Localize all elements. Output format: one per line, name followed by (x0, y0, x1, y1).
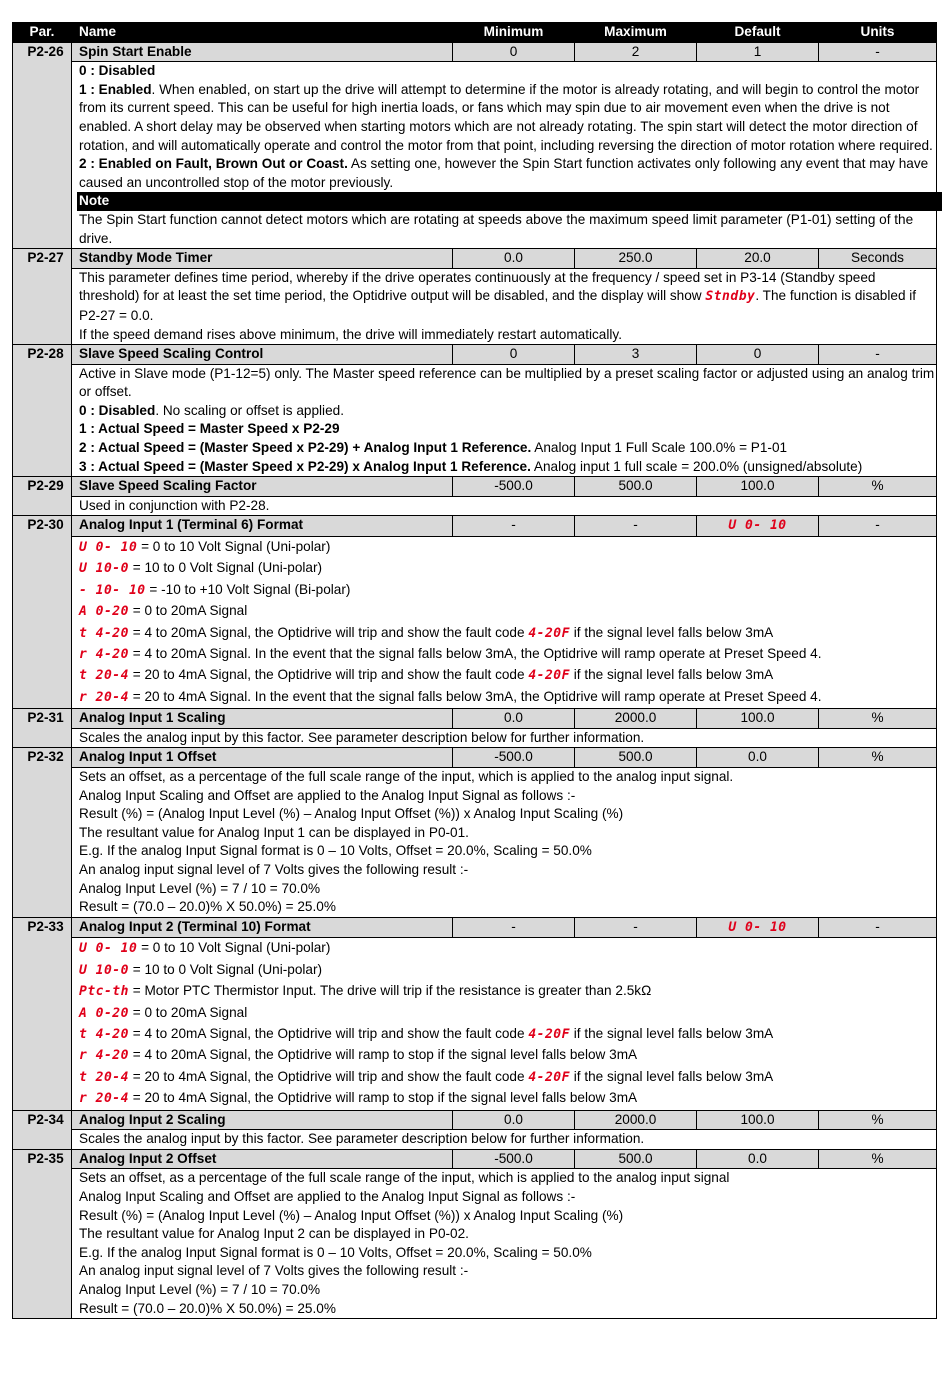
param-default: 0 (697, 345, 819, 365)
param-description (72, 62, 937, 249)
param-description (72, 496, 937, 516)
option-label: 3 : Actual Speed = (Master Speed x P2-29) x Analog Input 1 Reference. (79, 458, 531, 474)
param-row-p2-33 (13, 917, 937, 938)
format-option (79, 644, 936, 665)
param-id: P2-28 (13, 345, 72, 477)
desc-line: Active in Slave mode (P1-12=5) only. The Master speed reference can be multiplied by a preset scaling factor or adjusted using an analog trim or offset. (79, 365, 935, 400)
desc-line: Analog Input Level (%) = 7 / 10 = 70.0% (79, 880, 321, 896)
option-text: if the signal level falls below 3mA (569, 1068, 774, 1084)
header-maximum: Maximum (575, 23, 697, 43)
param-units: % (819, 1110, 937, 1130)
param-units: - (819, 345, 937, 365)
format-option (79, 537, 936, 558)
param-row-p2-27 (13, 249, 937, 269)
param-desc-row (13, 537, 937, 709)
option-line (79, 439, 936, 458)
desc-line: The resultant value for Analog Input 1 can be displayed in P0-01. (79, 824, 469, 840)
display-code: A 0-20 (79, 1005, 129, 1021)
param-row-p2-29 (13, 477, 937, 497)
param-desc-row (13, 62, 937, 249)
header-minimum: Minimum (453, 23, 575, 43)
desc-line: Analog Input Level (%) = 7 / 10 = 70.0% (79, 1282, 321, 1297)
param-desc-row (13, 728, 937, 748)
desc-line: Result = (70.0 – 20.0)% X 50.0%) = 25.0% (79, 1300, 336, 1316)
param-id: P2-26 (13, 42, 72, 249)
desc-line: Result = (70.0 – 20.0)% X 50.0%) = 25.0% (79, 899, 336, 915)
note-heading: Note (77, 192, 942, 211)
option-line (79, 81, 936, 155)
param-description (72, 364, 937, 477)
display-code: U 0- 10 (728, 919, 787, 935)
option-text: . No scaling or offset is applied. (155, 402, 344, 418)
param-id: P2-31 (13, 709, 72, 748)
format-option (79, 558, 936, 579)
table-header-row (13, 23, 937, 43)
format-option (79, 1045, 936, 1066)
param-name: Analog Input 2 Offset (72, 1149, 453, 1169)
param-name: Slave Speed Scaling Control (72, 345, 453, 365)
param-max: 2 (575, 42, 697, 62)
desc-line: Scales the analog input by this factor. See parameter description below for further information. (79, 729, 645, 745)
param-description (72, 1169, 937, 1319)
format-option (79, 601, 936, 622)
param-name: Analog Input 2 Scaling (72, 1110, 453, 1130)
display-code: U 10-0 (79, 561, 129, 577)
option-text: = 0 to 20mA Signal (128, 1004, 248, 1020)
header-par: Par. (13, 23, 72, 43)
option-text: . When enabled, on start up the drive will attempt to determine if the motor is already rotating, and will begin to control the motor from its current speed. This can be useful for high inertia loads, or fans which may spin due to air movement even when the drive is not enabled. A short delay may be observed when starting motors which are not already rotating. The spin start will detect the motor direction of rotation, and will automatically operate and control the motor from that point, including reversing the direction of motor rotation where required. (79, 81, 933, 153)
option-text: Analog Input 1 Full Scale 100.0% = P1-01 (531, 440, 788, 456)
option-text: = 0 to 10 Volt Signal (Uni-polar) (137, 940, 331, 956)
desc-line: E.g. If the analog Input Signal format is 0 – 10 Volts, Offset = 20.0%, Scaling = 50.0% (79, 843, 592, 859)
option-text: = 4 to 20mA Signal, the Optidrive will trip and show the fault code (128, 624, 529, 640)
param-units: % (819, 477, 937, 497)
format-option (79, 1067, 936, 1088)
option-text: As setting one, however the Spin Start function activates only following any event that may have caused an uncontrolled stop of the motor previously. (79, 156, 929, 190)
param-name: Analog Input 1 Scaling (72, 709, 453, 729)
option-line: 0 : Disabled (79, 63, 156, 79)
format-option (79, 981, 936, 1002)
format-option (79, 580, 936, 601)
param-name: Analog Input 2 (Terminal 10) Format (72, 917, 453, 938)
desc-line: E.g. If the analog Input Signal format is 0 – 10 Volts, Offset = 20.0%, Scaling = 50.0% (79, 1244, 592, 1260)
option-text: = Motor PTC Thermistor Input. The drive will trip if the resistance is greater than 2.5kΩ (128, 983, 652, 999)
note-text: The Spin Start function cannot detect motors which are rotating at speeds above the maximum speed limit parameter (P1-01) setting of the drive. (79, 211, 914, 246)
param-desc-row (13, 364, 937, 477)
format-option (79, 665, 936, 686)
display-code: Ptc-th (79, 984, 129, 1000)
param-max: 250.0 (575, 249, 697, 269)
param-default: 1 (697, 42, 819, 62)
param-default: 100.0 (697, 1110, 819, 1130)
option-text: = 4 to 20mA Signal. In the event that the signal falls below 3mA, the Optidrive will ramp operate at Preset Speed 4. (128, 646, 822, 662)
desc-line: Analog Input Scaling and Offset are applied to the Analog Input Signal as follows :- (79, 787, 576, 803)
fault-code: 4-20F (528, 1027, 570, 1043)
display-code: t 4-20 (79, 625, 129, 641)
param-row-p2-34 (13, 1110, 937, 1130)
format-option (79, 1088, 936, 1109)
fault-code: 4-20F (528, 1069, 570, 1085)
param-max: 2000.0 (575, 1110, 697, 1130)
parameter-table (12, 22, 937, 1319)
param-min: -500.0 (453, 477, 575, 497)
option-label: 1 : Enabled (79, 81, 152, 97)
param-row-p2-26 (13, 42, 937, 62)
fault-code: 4-20F (528, 668, 570, 684)
param-description (72, 768, 937, 918)
desc-line: Sets an offset, as a percentage of the full scale range of the input, which is applied to the analog input signal (79, 1170, 730, 1186)
option-label: 2 : Enabled on Fault, Brown Out or Coast. (79, 156, 348, 172)
option-text: if the signal level falls below 3mA (569, 1026, 774, 1042)
header-name: Name (72, 23, 453, 43)
param-default: 100.0 (697, 477, 819, 497)
desc-line: Analog Input Scaling and Offset are applied to the Analog Input Signal as follows :- (79, 1189, 576, 1205)
param-name: Analog Input 1 Offset (72, 748, 453, 768)
option-text: if the signal level falls below 3mA (569, 667, 774, 683)
param-row-p2-35 (13, 1149, 937, 1169)
desc-line: Result (%) = (Analog Input Level (%) – Analog Input Offset (%)) x Analog Input Scaling (%) (79, 806, 624, 822)
format-option (79, 960, 936, 981)
param-id: P2-34 (13, 1110, 72, 1149)
option-text: = 20 to 4mA Signal, the Optidrive will ramp to stop if the signal level falls below 3mA (128, 1090, 638, 1106)
param-max: 500.0 (575, 1149, 697, 1169)
param-max: 500.0 (575, 748, 697, 768)
param-desc-row (13, 1169, 937, 1319)
param-max: - (575, 516, 697, 537)
option-text: = 4 to 20mA Signal, the Optidrive will ramp to stop if the signal level falls below 3mA (128, 1047, 638, 1063)
desc-line: If the speed demand rises above minimum, the drive will immediately restart automatically. (79, 326, 622, 342)
param-min: 0.0 (453, 1110, 575, 1130)
param-units: - (819, 516, 937, 537)
desc-text: This parameter defines time period, whereby if the drive operates continuously at the frequency / speed set in P3-14 (Standby speed threshold) for at least the set time period, the Optidrive output will be disabled, and the display will show (79, 269, 876, 304)
option-text: = 4 to 20mA Signal, the Optidrive will trip and show the fault code (128, 1026, 529, 1042)
param-id: P2-29 (13, 477, 72, 516)
option-line: 1 : Actual Speed = Master Speed x P2-29 (79, 421, 340, 437)
option-line (79, 155, 936, 192)
option-label: 2 : Actual Speed = (Master Speed x P2-29) + Analog Input 1 Reference. (79, 440, 532, 456)
param-units: % (819, 748, 937, 768)
display-code: t 20-4 (79, 1069, 129, 1085)
display-code: Stndby (705, 289, 756, 305)
display-code: A 0-20 (79, 604, 129, 620)
param-description (72, 728, 937, 748)
param-min: 0 (453, 42, 575, 62)
param-min: -500.0 (453, 748, 575, 768)
param-row-p2-28 (13, 345, 937, 365)
param-id: P2-30 (13, 516, 72, 709)
param-row-p2-32 (13, 748, 937, 768)
param-units: - (819, 917, 937, 938)
format-option (79, 938, 936, 959)
desc-line: Result (%) = (Analog Input Level (%) – Analog Input Offset (%)) x Analog Input Scaling (%) (79, 1207, 624, 1223)
param-default (697, 516, 819, 537)
param-description (72, 268, 937, 344)
option-text: = 20 to 4mA Signal, the Optidrive will trip and show the fault code (128, 1068, 529, 1084)
option-text: = 20 to 4mA Signal, the Optidrive will trip and show the fault code (128, 667, 529, 683)
desc-line: The resultant value for Analog Input 2 can be displayed in P0-02. (79, 1226, 469, 1242)
display-code: U 0- 10 (728, 518, 787, 534)
param-description (72, 1130, 937, 1150)
param-row-p2-30 (13, 516, 937, 537)
param-description (72, 938, 937, 1110)
param-default: 0.0 (697, 748, 819, 768)
fault-code: 4-20F (528, 625, 570, 641)
option-text: Analog input 1 full scale = 200.0% (unsigned/absolute) (530, 458, 863, 474)
desc-line: Scales the analog input by this factor. See parameter description below for further information. (79, 1131, 645, 1147)
param-id: P2-27 (13, 249, 72, 345)
param-units: Seconds (819, 249, 937, 269)
param-min: 0 (453, 345, 575, 365)
param-desc-row (13, 768, 937, 918)
desc-line: An analog input signal level of 7 Volts gives the following result :- (79, 862, 469, 878)
param-units: % (819, 709, 937, 729)
param-max: 3 (575, 345, 697, 365)
param-max: 500.0 (575, 477, 697, 497)
param-units: - (819, 42, 937, 62)
desc-line (79, 269, 936, 326)
param-max: - (575, 917, 697, 938)
display-code: r 4-20 (79, 647, 129, 663)
option-label: 0 : Disabled (79, 402, 156, 418)
display-code: r 20-4 (79, 1091, 129, 1107)
param-name: Analog Input 1 (Terminal 6) Format (72, 516, 453, 537)
option-text: = 20 to 4mA Signal. In the event that the signal falls below 3mA, the Optidrive will ramp operate at Preset Speed 4. (128, 688, 822, 704)
param-default (697, 917, 819, 938)
option-line (79, 458, 936, 477)
option-text: = 0 to 10 Volt Signal (Uni-polar) (137, 539, 331, 555)
param-min: -500.0 (453, 1149, 575, 1169)
display-code: r 20-4 (79, 689, 129, 705)
param-default: 20.0 (697, 249, 819, 269)
format-option (79, 1003, 936, 1024)
header-default: Default (697, 23, 819, 43)
option-text: = 10 to 0 Volt Signal (Uni-polar) (128, 961, 323, 977)
param-id: P2-35 (13, 1149, 72, 1318)
param-id: P2-33 (13, 917, 72, 1110)
param-desc-row (13, 1130, 937, 1150)
param-name: Slave Speed Scaling Factor (72, 477, 453, 497)
param-default: 0.0 (697, 1149, 819, 1169)
display-code: r 4-20 (79, 1048, 129, 1064)
param-desc-row (13, 496, 937, 516)
param-min: - (453, 917, 575, 938)
option-line (79, 402, 936, 421)
param-description (72, 537, 937, 709)
option-text: = -10 to +10 Volt Signal (Bi-polar) (145, 581, 351, 597)
param-desc-row (13, 938, 937, 1110)
display-code: U 10-0 (79, 962, 129, 978)
display-code: U 0- 10 (79, 941, 138, 957)
param-min: - (453, 516, 575, 537)
desc-line: An analog input signal level of 7 Volts gives the following result :- (79, 1263, 469, 1279)
display-code: t 4-20 (79, 1027, 129, 1043)
option-text: = 10 to 0 Volt Signal (Uni-polar) (128, 560, 323, 576)
option-text: = 0 to 20mA Signal (128, 603, 248, 619)
display-code: U 0- 10 (79, 540, 138, 556)
desc-line: Used in conjunction with P2-28. (79, 497, 270, 513)
param-name: Spin Start Enable (72, 42, 453, 62)
param-units: % (819, 1149, 937, 1169)
param-max: 2000.0 (575, 709, 697, 729)
header-units: Units (819, 23, 937, 43)
param-desc-row (13, 268, 937, 344)
param-default: 100.0 (697, 709, 819, 729)
option-text: if the signal level falls below 3mA (569, 624, 774, 640)
param-min: 0.0 (453, 249, 575, 269)
param-name: Standby Mode Timer (72, 249, 453, 269)
param-row-p2-31 (13, 709, 937, 729)
format-option (79, 623, 936, 644)
desc-text: . The function is disabled if P2-27 = 0.0. (79, 288, 917, 323)
param-id: P2-32 (13, 748, 72, 917)
desc-line: Sets an offset, as a percentage of the full scale range of the input, which is applied to the analog input signal. (79, 769, 734, 785)
format-option (79, 687, 936, 708)
param-min: 0.0 (453, 709, 575, 729)
display-code: - 10- 10 (79, 582, 146, 598)
display-code: t 20-4 (79, 668, 129, 684)
format-option (79, 1024, 936, 1045)
